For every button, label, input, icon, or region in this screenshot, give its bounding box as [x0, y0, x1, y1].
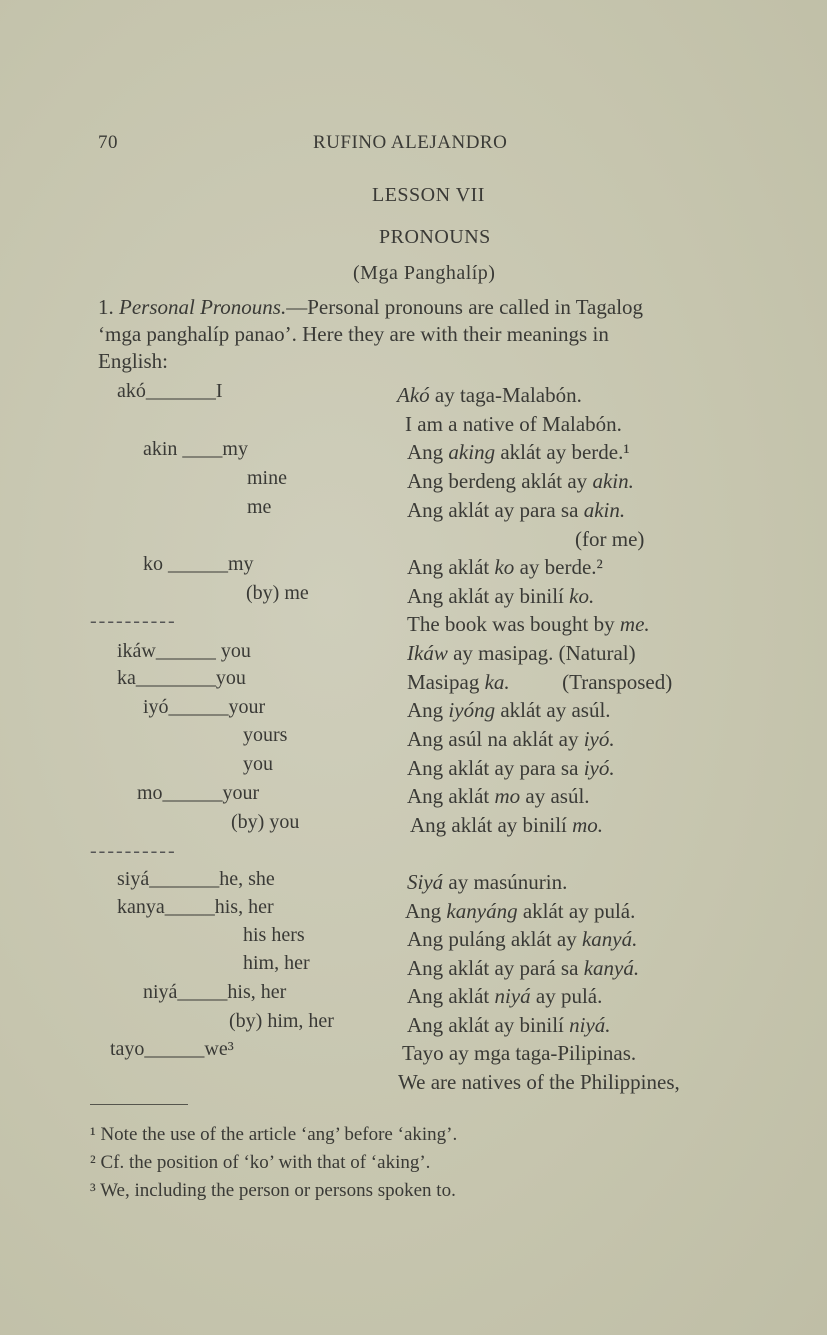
example-2: Ang aking aklát ay berde.¹ — [407, 440, 630, 464]
example-8: Masipag ka. (Transposed) — [407, 670, 673, 694]
gloss-by-me: (by) me — [246, 582, 309, 604]
pron-ko: ko ______my — [143, 553, 254, 575]
intro-line-2: ‘mga panghalíp panao’. Here they are with their meanings in — [98, 322, 609, 346]
example-3: Ang berdeng aklát ay akin. — [407, 469, 634, 493]
example-1: Akó ay taga-Malabón. — [397, 383, 582, 407]
gloss-his-hers: his hers — [243, 924, 305, 946]
pron-mo: mo______your — [137, 782, 260, 804]
example-20: Tayo ay mga taga-Pilipinas. — [402, 1041, 637, 1065]
gloss-him-her: him, her — [243, 952, 310, 974]
lesson-title: PRONOUNS — [379, 226, 491, 248]
example-11: Ang aklát ay para sa iyó. — [407, 756, 615, 780]
example-7: Ikáw ay masipag. (Natural) — [407, 641, 636, 665]
example-20-translation: We are natives of the Philippines, — [398, 1070, 680, 1094]
pron-ako: akó_______I — [117, 380, 223, 402]
pron-kanya: kanya_____his, her — [117, 896, 274, 918]
example-5: Ang aklát ko ay berde.² — [407, 555, 603, 579]
intro-heading: Personal Pronouns. — [119, 295, 287, 319]
intro-prefix: 1. — [98, 295, 119, 319]
running-title: RUFINO ALEJANDRO — [313, 132, 508, 153]
footnote-1: ¹ Note the use of the article ‘ang’ before ‘aking’. — [90, 1124, 458, 1145]
lesson-subtitle: (Mga Panghalíp) — [353, 262, 496, 284]
example-18: Ang aklát niyá ay pulá. — [407, 984, 603, 1008]
gloss-mine: mine — [247, 467, 287, 489]
pron-ka: ka________you — [117, 667, 246, 689]
example-15: Ang kanyáng aklát ay pulá. — [405, 899, 636, 923]
example-6-translation: The book was bought by me. — [407, 612, 650, 636]
separator-2: ---------- — [90, 840, 177, 862]
example-4: Ang aklát ay para sa akin. — [407, 498, 626, 522]
footnote-2: ² Cf. the position of ‘ko’ with that of ‘aking’. — [90, 1152, 431, 1173]
example-19: Ang aklát ay binilí niyá. — [407, 1013, 611, 1037]
example-16: Ang puláng aklát ay kanyá. — [407, 927, 638, 951]
lesson-number: LESSON VII — [372, 184, 485, 206]
example-4-note: (for me) — [575, 527, 645, 551]
gloss-by-him-her: (by) him, her — [229, 1010, 334, 1032]
intro-rest: —Personal pronouns are called in Tagalog — [286, 295, 644, 319]
example-12: Ang aklát mo ay asúl. — [407, 784, 590, 808]
example-6: Ang aklát ay binilí ko. — [407, 584, 595, 608]
pron-akin: akin ____my — [143, 438, 248, 460]
pron-tayo: tayo______we³ — [110, 1038, 234, 1060]
pron-iyo: iyó______your — [143, 696, 266, 718]
example-10: Ang asúl na aklát ay iyó. — [407, 727, 615, 751]
example-1-translation: I am a native of Malabón. — [405, 412, 622, 436]
pron-siya: siyá_______he, she — [117, 868, 275, 890]
pron-niya: niyá_____his, her — [143, 981, 287, 1003]
intro-line-1 — [98, 294, 643, 320]
example-13: Ang aklát ay binilí mo. — [410, 813, 604, 837]
footnote-rule — [90, 1104, 188, 1105]
intro-line-3: English: — [98, 349, 169, 373]
footnote-3: ³ We, including the person or persons spoken to. — [90, 1180, 456, 1201]
gloss-me: me — [247, 496, 272, 518]
gloss-yours: yours — [243, 724, 288, 746]
separator-1: ---------- — [90, 610, 177, 632]
gloss-you: you — [243, 753, 273, 775]
example-17: Ang aklát ay pará sa kanyá. — [407, 956, 640, 980]
pron-ikaw: ikáw______ you — [117, 640, 251, 662]
example-9: Ang iyóng aklát ay asúl. — [407, 698, 611, 722]
example-14: Siyá ay masúnurin. — [407, 870, 568, 894]
gloss-by-you: (by) you — [231, 811, 300, 833]
page-number: 70 — [98, 132, 118, 153]
